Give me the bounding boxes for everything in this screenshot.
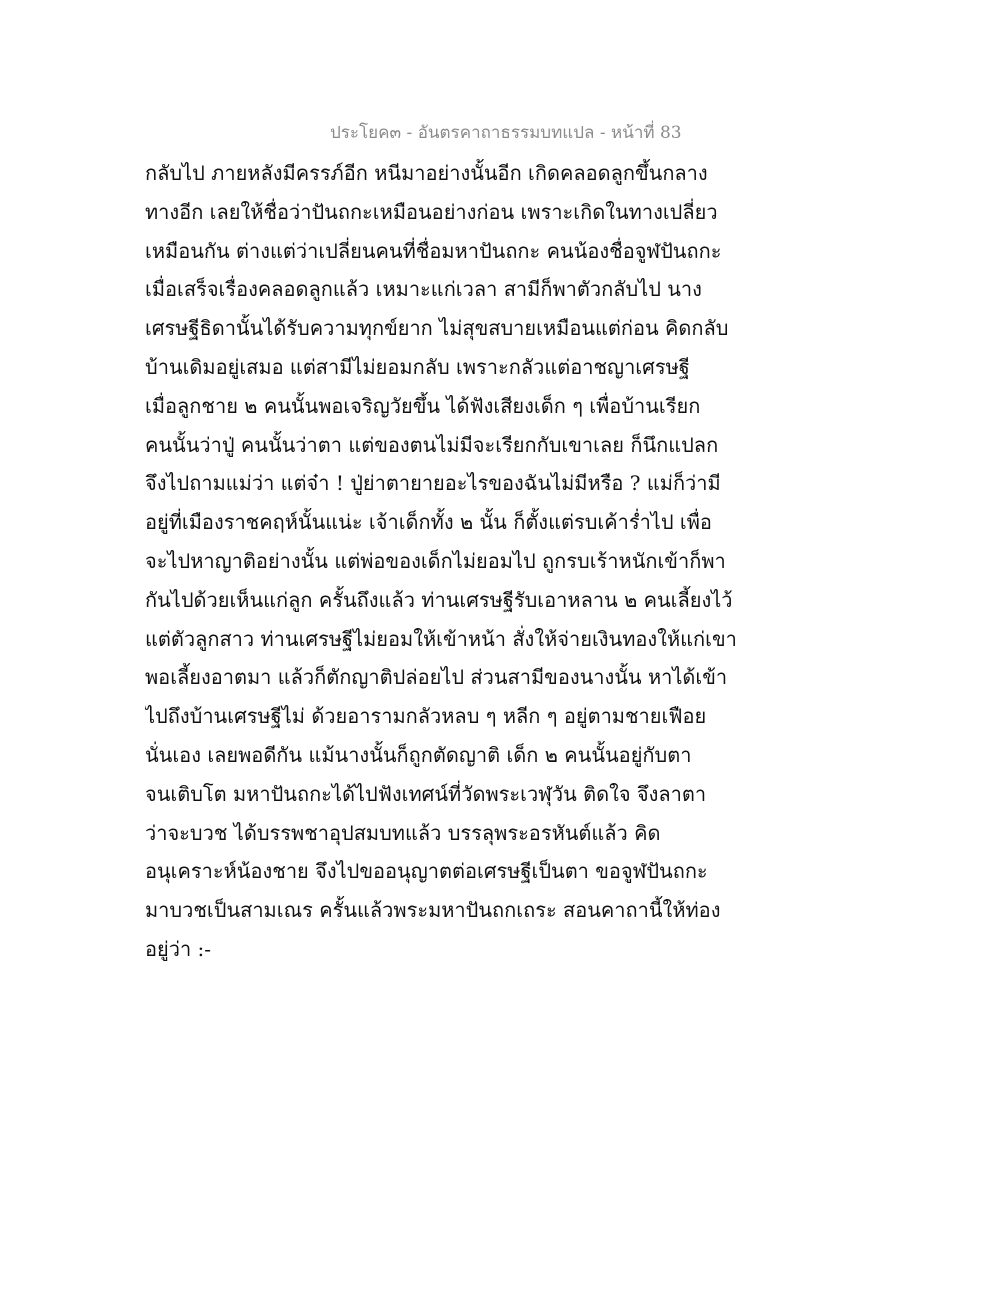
text-line: เหมือนกัน ต่างแต่ว่าเปลี่ยนคนที่ชื่อมหาปันถกะ คนน้องชื่อจูฬปันถกะ: [145, 238, 722, 263]
text-line: แต่ตัวลูกสาว ท่านเศรษฐีไม่ยอมให้เข้าหน้า สั่งให้จ่ายเงินทองให้แก่เขา: [145, 626, 737, 651]
text-line: เมื่อลูกชาย ๒ คนนั้นพอเจริญวัยขึ้น ได้ฟังเสียงเด็ก ๆ เพื่อบ้านเรียก: [145, 393, 701, 418]
text-line: เมื่อเสร็จเรื่องคลอดลูกแล้ว เหมาะแก่เวลา สามีก็พาตัวกลับไป นาง: [145, 277, 702, 302]
running-header: ประโยค๓ - อันตรคาถาธรรมบทแปล - หน้าที่ 83: [330, 123, 682, 143]
text-line: อยู่ว่า :-: [145, 936, 212, 961]
text-line: เศรษฐีธิดานั้นได้รับความทุกข์ยาก ไม่สุขสบายเหมือนแต่ก่อน คิดกลับ: [145, 316, 729, 341]
text-line: จนเติบโต มหาปันถกะได้ไปฟังเทศน์ที่วัดพระเวฬุวัน ติดใจ จึงลาตา: [145, 781, 707, 806]
text-line: พอเลี้ยงอาตมา แล้วก็ตักญาติปล่อยไป ส่วนสามีของนางนั้น หาได้เข้า: [145, 665, 728, 690]
text-line: จึงไปถามแม่ว่า แต่จ๋า ! ปู่ย่าตายายอะไรของฉันไม่มีหรือ ? แม่ก็ว่ามี: [145, 471, 721, 496]
text-line: บ้านเดิมอยู่เสมอ แต่สามีไม่ยอมกลับ เพราะกลัวแต่อาชญาเศรษฐี: [145, 354, 690, 379]
text-line: กลับไป ภายหลังมีครรภ์อีก หนีมาอย่างนั้นอีก เกิดคลอดลูกขึ้นกลาง: [145, 161, 708, 185]
body-text: [145, 157, 865, 972]
text-line: ทางอีก เลยให้ชื่อว่าปันถกะเหมือนอย่างก่อน เพราะเกิดในทางเปลี่ยว: [145, 199, 718, 224]
text-line: จะไปหาญาติอย่างนั้น แต่พ่อของเด็กไม่ยอมไป ถูกรบเร้าหนักเข้าก็พา: [145, 548, 726, 573]
text-line: ว่าจะบวช ได้บรรพชาอุปสมบทแล้ว บรรลุพระอรหันต์แล้ว คิด: [145, 820, 661, 845]
text-line: อยู่ที่เมืองราชคฤห์นั้นแน่ะ เจ้าเด็กทั้ง ๒ นั้น ก็ตั้งแต่รบเค้าร่ำไป เพื่อ: [145, 510, 712, 535]
text-line: ไปถึงบ้านเศรษฐีไม่ ด้วยอารามกลัวหลบ ๆ หลีก ๆ อยู่ตามชายเฟือย: [145, 704, 707, 729]
text-line: คนนั้นว่าปู่ คนนั้นว่าตา แต่ของตนไม่มีจะเรียกกับเขาเลย ก็นึกแปลก: [145, 432, 719, 457]
text-line: อนุเคราะห์น้องชาย จึงไปขออนุญาตต่อเศรษฐีเป็นตา ขอจูฬปันถกะ: [145, 859, 708, 884]
text-line: มาบวชเป็นสามเณร ครั้นแล้วพระมหาปันถกเถระ สอนคาถานี้ให้ท่อง: [145, 898, 721, 923]
text-line: กันไปด้วยเห็นแก่ลูก ครั้นถึงแล้ว ท่านเศรษฐีรับเอาหลาน ๒ คนเลี้ยงไว้: [145, 587, 733, 612]
text-line: นั่นเอง เลยพอดีกัน แม้นางนั้นก็ถูกตัดญาติ เด็ก ๒ คนนั้นอยู่กับตา: [145, 742, 692, 767]
